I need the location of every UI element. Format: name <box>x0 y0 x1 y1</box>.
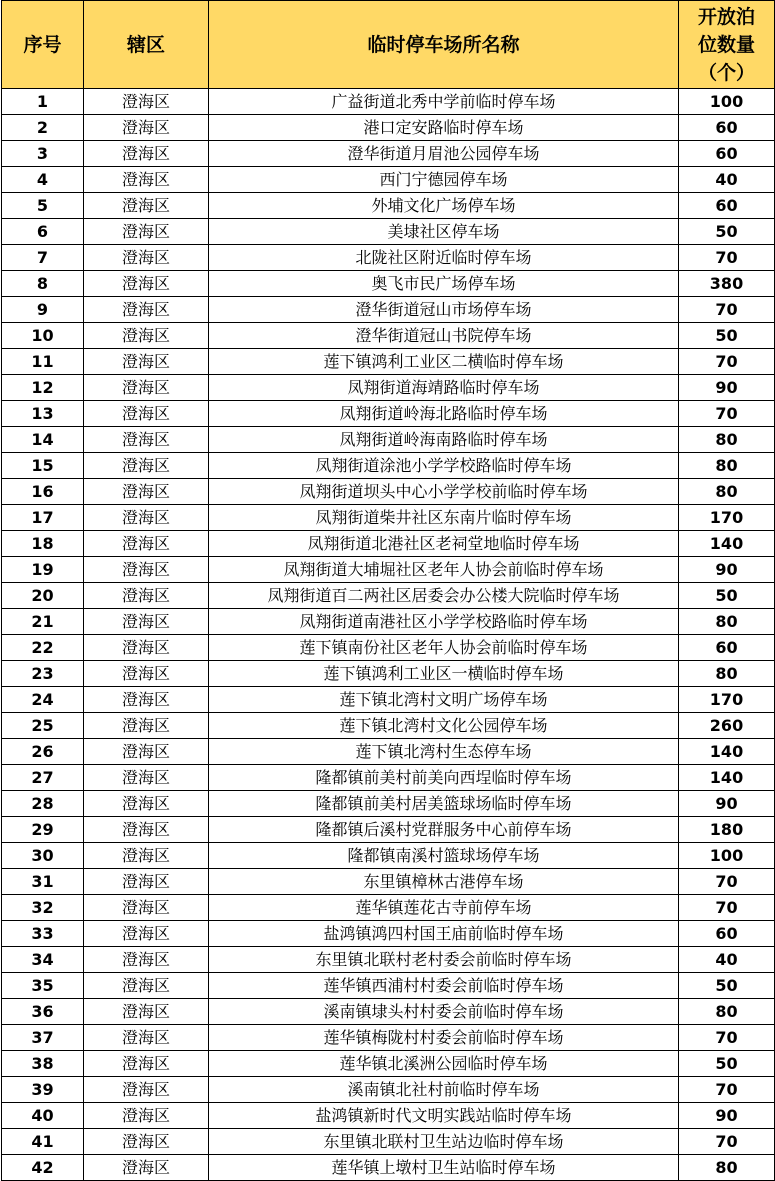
cell-parking-lot-name: 莲下镇北湾村文化公园停车场 <box>209 713 679 739</box>
cell-district: 澄海区 <box>84 661 209 687</box>
cell-parking-lot-name: 凤翔街道大埔堀社区老年人协会前临时停车场 <box>209 557 679 583</box>
cell-serial-number: 24 <box>2 687 84 713</box>
cell-open-spaces: 80 <box>679 1155 775 1181</box>
table-row <box>2 427 775 453</box>
cell-district: 澄海区 <box>84 349 209 375</box>
table-row <box>2 453 775 479</box>
cell-serial-number: 21 <box>2 609 84 635</box>
cell-district: 澄海区 <box>84 791 209 817</box>
cell-open-spaces: 380 <box>679 271 775 297</box>
cell-parking-lot-name: 莲下镇北湾村文明广场停车场 <box>209 687 679 713</box>
cell-open-spaces: 70 <box>679 1129 775 1155</box>
cell-serial-number: 17 <box>2 505 84 531</box>
cell-district: 澄海区 <box>84 895 209 921</box>
cell-district: 澄海区 <box>84 947 209 973</box>
cell-district: 澄海区 <box>84 271 209 297</box>
cell-parking-lot-name: 凤翔街道岭海南路临时停车场 <box>209 427 679 453</box>
cell-open-spaces: 80 <box>679 609 775 635</box>
cell-district: 澄海区 <box>84 115 209 141</box>
cell-district: 澄海区 <box>84 401 209 427</box>
table-row <box>2 349 775 375</box>
header-open-spaces-line3: （个） <box>697 61 755 84</box>
cell-serial-number: 29 <box>2 817 84 843</box>
cell-district: 澄海区 <box>84 635 209 661</box>
cell-open-spaces: 70 <box>679 349 775 375</box>
cell-parking-lot-name: 奥飞市民广场停车场 <box>209 271 679 297</box>
table-row <box>2 609 775 635</box>
cell-parking-lot-name: 澄华街道冠山书院停车场 <box>209 323 679 349</box>
cell-open-spaces: 80 <box>679 999 775 1025</box>
table-row <box>2 1155 775 1181</box>
table-row <box>2 531 775 557</box>
cell-serial-number: 27 <box>2 765 84 791</box>
cell-serial-number: 7 <box>2 245 84 271</box>
cell-parking-lot-name: 莲华镇西浦村村委会前临时停车场 <box>209 973 679 999</box>
cell-district: 澄海区 <box>84 869 209 895</box>
table-row <box>2 817 775 843</box>
cell-open-spaces: 90 <box>679 1103 775 1129</box>
cell-district: 澄海区 <box>84 245 209 271</box>
cell-open-spaces: 100 <box>679 89 775 115</box>
cell-open-spaces: 40 <box>679 947 775 973</box>
cell-serial-number: 6 <box>2 219 84 245</box>
cell-open-spaces: 60 <box>679 115 775 141</box>
cell-district: 澄海区 <box>84 141 209 167</box>
cell-parking-lot-name: 西门宁德园停车场 <box>209 167 679 193</box>
cell-district: 澄海区 <box>84 1129 209 1155</box>
table-row <box>2 141 775 167</box>
cell-district: 澄海区 <box>84 505 209 531</box>
cell-serial-number: 16 <box>2 479 84 505</box>
cell-serial-number: 37 <box>2 1025 84 1051</box>
cell-district: 澄海区 <box>84 843 209 869</box>
table-row <box>2 375 775 401</box>
cell-open-spaces: 170 <box>679 687 775 713</box>
cell-parking-lot-name: 隆都镇后溪村党群服务中心前停车场 <box>209 817 679 843</box>
table-header <box>2 1 775 89</box>
cell-district: 澄海区 <box>84 921 209 947</box>
cell-parking-lot-name: 莲华镇上墩村卫生站临时停车场 <box>209 1155 679 1181</box>
header-row <box>2 1 775 89</box>
cell-parking-lot-name: 澄华街道冠山市场停车场 <box>209 297 679 323</box>
cell-district: 澄海区 <box>84 531 209 557</box>
cell-serial-number: 40 <box>2 1103 84 1129</box>
cell-serial-number: 23 <box>2 661 84 687</box>
cell-district: 澄海区 <box>84 1077 209 1103</box>
cell-district: 澄海区 <box>84 1155 209 1181</box>
table-row <box>2 1077 775 1103</box>
header-open-spaces-line2: 位数量 <box>697 33 755 56</box>
cell-serial-number: 38 <box>2 1051 84 1077</box>
cell-open-spaces: 140 <box>679 739 775 765</box>
cell-district: 澄海区 <box>84 167 209 193</box>
cell-district: 澄海区 <box>84 713 209 739</box>
cell-parking-lot-name: 凤翔街道北港社区老祠堂地临时停车场 <box>209 531 679 557</box>
cell-open-spaces: 80 <box>679 427 775 453</box>
cell-serial-number: 9 <box>2 297 84 323</box>
table-row <box>2 1025 775 1051</box>
cell-serial-number: 8 <box>2 271 84 297</box>
cell-parking-lot-name: 东里镇北联村老村委会前临时停车场 <box>209 947 679 973</box>
cell-district: 澄海区 <box>84 973 209 999</box>
cell-serial-number: 18 <box>2 531 84 557</box>
cell-serial-number: 22 <box>2 635 84 661</box>
cell-parking-lot-name: 莲下镇南份社区老年人协会前临时停车场 <box>209 635 679 661</box>
cell-open-spaces: 60 <box>679 193 775 219</box>
cell-open-spaces: 50 <box>679 1051 775 1077</box>
header-parking-lot-name: 临时停车场所名称 <box>209 1 679 89</box>
cell-parking-lot-name: 北陇社区附近临时停车场 <box>209 245 679 271</box>
cell-open-spaces: 180 <box>679 817 775 843</box>
cell-serial-number: 1 <box>2 89 84 115</box>
cell-open-spaces: 260 <box>679 713 775 739</box>
cell-open-spaces: 170 <box>679 505 775 531</box>
cell-serial-number: 5 <box>2 193 84 219</box>
cell-open-spaces: 70 <box>679 895 775 921</box>
table-row <box>2 479 775 505</box>
cell-serial-number: 31 <box>2 869 84 895</box>
cell-open-spaces: 80 <box>679 479 775 505</box>
table-row <box>2 635 775 661</box>
table-row <box>2 869 775 895</box>
cell-parking-lot-name: 东里镇北联村卫生站边临时停车场 <box>209 1129 679 1155</box>
cell-serial-number: 4 <box>2 167 84 193</box>
cell-open-spaces: 70 <box>679 869 775 895</box>
parking-lots-table <box>1 0 775 1181</box>
cell-district: 澄海区 <box>84 453 209 479</box>
cell-open-spaces: 140 <box>679 765 775 791</box>
table-row <box>2 895 775 921</box>
cell-open-spaces: 50 <box>679 973 775 999</box>
table-row <box>2 167 775 193</box>
cell-open-spaces: 80 <box>679 661 775 687</box>
cell-open-spaces: 100 <box>679 843 775 869</box>
cell-district: 澄海区 <box>84 1103 209 1129</box>
header-open-spaces-line1: 开放泊 <box>697 5 755 28</box>
cell-open-spaces: 70 <box>679 297 775 323</box>
table-row <box>2 1051 775 1077</box>
cell-district: 澄海区 <box>84 583 209 609</box>
cell-open-spaces: 60 <box>679 635 775 661</box>
header-district: 辖区 <box>84 1 209 89</box>
table-row <box>2 739 775 765</box>
cell-serial-number: 13 <box>2 401 84 427</box>
cell-open-spaces: 70 <box>679 401 775 427</box>
cell-serial-number: 36 <box>2 999 84 1025</box>
cell-open-spaces: 90 <box>679 375 775 401</box>
cell-serial-number: 10 <box>2 323 84 349</box>
cell-open-spaces: 50 <box>679 583 775 609</box>
cell-serial-number: 34 <box>2 947 84 973</box>
cell-serial-number: 20 <box>2 583 84 609</box>
table-row <box>2 999 775 1025</box>
cell-parking-lot-name: 盐鸿镇鸿四村国王庙前临时停车场 <box>209 921 679 947</box>
cell-district: 澄海区 <box>84 427 209 453</box>
cell-serial-number: 3 <box>2 141 84 167</box>
cell-open-spaces: 50 <box>679 219 775 245</box>
cell-parking-lot-name: 莲下镇鸿利工业区二横临时停车场 <box>209 349 679 375</box>
table-row <box>2 219 775 245</box>
cell-parking-lot-name: 莲下镇鸿利工业区一横临时停车场 <box>209 661 679 687</box>
table-row <box>2 1129 775 1155</box>
cell-parking-lot-name: 澄华街道月眉池公园停车场 <box>209 141 679 167</box>
cell-parking-lot-name: 凤翔街道涂池小学学校路临时停车场 <box>209 453 679 479</box>
table-row <box>2 193 775 219</box>
table-row <box>2 271 775 297</box>
table-row <box>2 921 775 947</box>
cell-parking-lot-name: 广益街道北秀中学前临时停车场 <box>209 89 679 115</box>
table-row <box>2 1103 775 1129</box>
cell-serial-number: 14 <box>2 427 84 453</box>
table-row <box>2 401 775 427</box>
cell-parking-lot-name: 凤翔街道岭海北路临时停车场 <box>209 401 679 427</box>
table-body <box>2 89 775 1181</box>
table-row <box>2 661 775 687</box>
cell-serial-number: 12 <box>2 375 84 401</box>
cell-serial-number: 30 <box>2 843 84 869</box>
cell-district: 澄海区 <box>84 479 209 505</box>
cell-serial-number: 41 <box>2 1129 84 1155</box>
table-row <box>2 323 775 349</box>
cell-serial-number: 35 <box>2 973 84 999</box>
table-row <box>2 583 775 609</box>
cell-open-spaces: 50 <box>679 323 775 349</box>
cell-district: 澄海区 <box>84 817 209 843</box>
cell-parking-lot-name: 凤翔街道南港社区小学学校路临时停车场 <box>209 609 679 635</box>
cell-open-spaces: 90 <box>679 557 775 583</box>
cell-parking-lot-name: 凤翔街道柴井社区东南片临时停车场 <box>209 505 679 531</box>
cell-parking-lot-name: 莲华镇莲花古寺前停车场 <box>209 895 679 921</box>
table-row <box>2 791 775 817</box>
cell-parking-lot-name: 隆都镇前美村前美向西埕临时停车场 <box>209 765 679 791</box>
cell-parking-lot-name: 东里镇樟林古港停车场 <box>209 869 679 895</box>
cell-district: 澄海区 <box>84 999 209 1025</box>
cell-serial-number: 2 <box>2 115 84 141</box>
table-row <box>2 297 775 323</box>
header-serial-number: 序号 <box>2 1 84 89</box>
cell-serial-number: 32 <box>2 895 84 921</box>
table-row <box>2 713 775 739</box>
cell-serial-number: 11 <box>2 349 84 375</box>
header-open-spaces <box>679 1 775 89</box>
cell-district: 澄海区 <box>84 609 209 635</box>
table-row <box>2 687 775 713</box>
cell-parking-lot-name: 凤翔街道海靖路临时停车场 <box>209 375 679 401</box>
cell-open-spaces: 40 <box>679 167 775 193</box>
cell-parking-lot-name: 隆都镇前美村居美篮球场临时停车场 <box>209 791 679 817</box>
cell-open-spaces: 70 <box>679 1077 775 1103</box>
cell-open-spaces: 90 <box>679 791 775 817</box>
cell-parking-lot-name: 盐鸿镇新时代文明实践站临时停车场 <box>209 1103 679 1129</box>
cell-open-spaces: 140 <box>679 531 775 557</box>
cell-open-spaces: 80 <box>679 453 775 479</box>
cell-serial-number: 42 <box>2 1155 84 1181</box>
cell-serial-number: 39 <box>2 1077 84 1103</box>
cell-district: 澄海区 <box>84 1025 209 1051</box>
cell-district: 澄海区 <box>84 375 209 401</box>
cell-serial-number: 15 <box>2 453 84 479</box>
cell-district: 澄海区 <box>84 765 209 791</box>
cell-district: 澄海区 <box>84 557 209 583</box>
cell-district: 澄海区 <box>84 687 209 713</box>
cell-district: 澄海区 <box>84 219 209 245</box>
table-row <box>2 765 775 791</box>
cell-open-spaces: 70 <box>679 245 775 271</box>
table-row <box>2 115 775 141</box>
cell-parking-lot-name: 港口定安路临时停车场 <box>209 115 679 141</box>
cell-serial-number: 28 <box>2 791 84 817</box>
cell-parking-lot-name: 溪南镇北社村前临时停车场 <box>209 1077 679 1103</box>
table-row <box>2 973 775 999</box>
cell-parking-lot-name: 凤翔街道百二两社区居委会办公楼大院临时停车场 <box>209 583 679 609</box>
cell-open-spaces: 60 <box>679 921 775 947</box>
cell-parking-lot-name: 莲下镇北湾村生态停车场 <box>209 739 679 765</box>
cell-serial-number: 26 <box>2 739 84 765</box>
cell-district: 澄海区 <box>84 193 209 219</box>
cell-parking-lot-name: 莲华镇北溪洲公园临时停车场 <box>209 1051 679 1077</box>
cell-serial-number: 25 <box>2 713 84 739</box>
cell-parking-lot-name: 隆都镇南溪村篮球场停车场 <box>209 843 679 869</box>
cell-serial-number: 33 <box>2 921 84 947</box>
table-row <box>2 505 775 531</box>
cell-parking-lot-name: 溪南镇埭头村村委会前临时停车场 <box>209 999 679 1025</box>
table-row <box>2 947 775 973</box>
table-row <box>2 89 775 115</box>
cell-parking-lot-name: 凤翔街道坝头中心小学学校前临时停车场 <box>209 479 679 505</box>
cell-district: 澄海区 <box>84 89 209 115</box>
table-row <box>2 557 775 583</box>
table-row <box>2 843 775 869</box>
cell-district: 澄海区 <box>84 739 209 765</box>
cell-parking-lot-name: 莲华镇梅陇村村委会前临时停车场 <box>209 1025 679 1051</box>
cell-district: 澄海区 <box>84 297 209 323</box>
cell-open-spaces: 60 <box>679 141 775 167</box>
cell-serial-number: 19 <box>2 557 84 583</box>
cell-parking-lot-name: 外埔文化广场停车场 <box>209 193 679 219</box>
cell-district: 澄海区 <box>84 323 209 349</box>
cell-open-spaces: 70 <box>679 1025 775 1051</box>
cell-district: 澄海区 <box>84 1051 209 1077</box>
table-row <box>2 245 775 271</box>
cell-parking-lot-name: 美埭社区停车场 <box>209 219 679 245</box>
